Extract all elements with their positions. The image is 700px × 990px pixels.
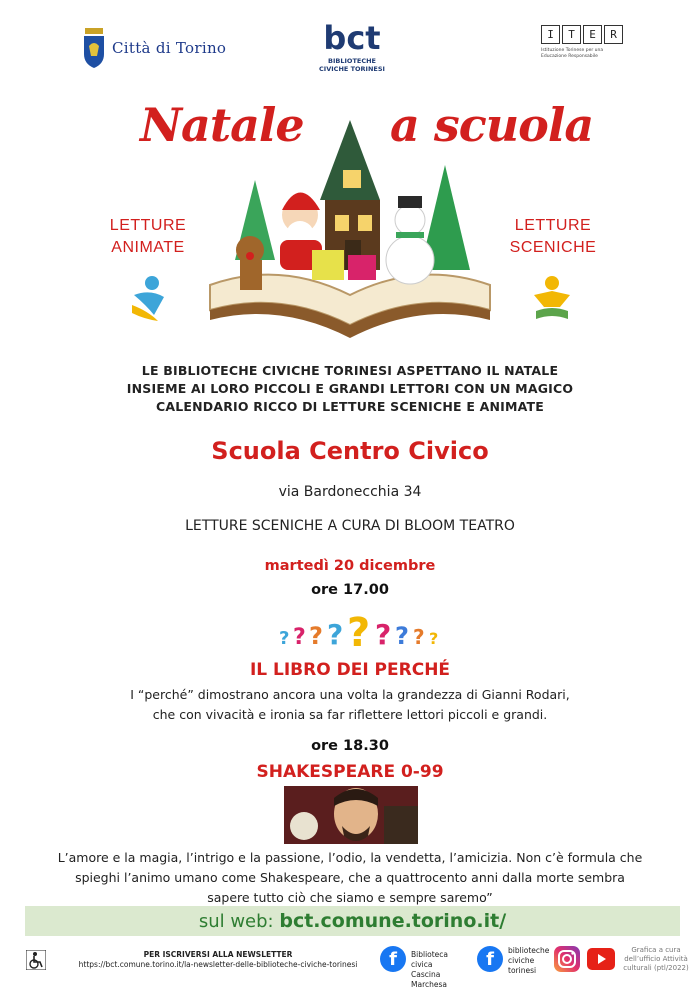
reader-sceniche-icon xyxy=(530,275,574,323)
iter-letter: R xyxy=(604,25,623,44)
christmas-book-illustration xyxy=(200,110,500,345)
facebook-icon[interactable]: f xyxy=(477,946,503,972)
svg-text:?: ? xyxy=(293,625,306,650)
svg-text:?: ? xyxy=(429,629,439,648)
label-letture-sceniche xyxy=(498,215,608,259)
citta-di-torino-logo xyxy=(82,28,226,68)
newsletter-block xyxy=(58,950,378,970)
label-letture-animate xyxy=(98,215,198,259)
title-natale: Natale xyxy=(140,98,304,152)
torino-logo-text: Città di Torino xyxy=(112,39,227,57)
fb2-line-3: torinesi xyxy=(508,966,537,975)
intro-line-2: INSIEME AI LORO PICCOLI E GRANDI LETTORI CON UN MAGICO xyxy=(126,381,574,396)
iter-sub: Istituzione Torinese per una Educazione Responsabile xyxy=(541,48,604,59)
svg-text:?: ? xyxy=(375,618,392,651)
event1-description xyxy=(0,685,700,725)
event2-desc-line-3: sapere tutto ciò che siamo e sempre saremo” xyxy=(207,890,493,905)
iter-letter: E xyxy=(583,25,602,44)
fb-bct-label xyxy=(508,946,556,976)
fb2-line-1: biblioteche xyxy=(508,946,550,955)
event2-desc-line-2: spieghi l’animo umano come Shakespeare, che a quattrocento anni dalla morte sembra xyxy=(75,870,625,885)
fb2-line-2: civiche xyxy=(508,956,535,965)
event2-time: ore 18.30 xyxy=(311,738,389,754)
label-letture-sceniche-line1: LETTURE xyxy=(514,217,592,234)
web-bar xyxy=(25,906,680,936)
venue-address: via Bardonecchia 34 xyxy=(278,484,422,500)
venue-name: Scuola Centro Civico xyxy=(211,437,489,465)
label-letture-animate-line2: ANIMATE xyxy=(111,239,185,256)
web-prefix: sul web: xyxy=(198,911,274,932)
intro-line-3: CALENDARIO RICCO DI LETTURE SCENICHE E ANIMATE xyxy=(155,399,545,414)
svg-text:?: ? xyxy=(327,618,344,651)
svg-text:?: ? xyxy=(395,622,409,650)
event2-title: SHAKESPEARE 0-99 xyxy=(256,762,444,782)
fb1-line-1: Biblioteca civica xyxy=(411,950,449,969)
fb1-line-2: Cascina Marchesa xyxy=(411,970,447,989)
label-letture-animate-line1: LETTURE xyxy=(109,217,187,234)
bct-logo-mark: bct xyxy=(323,19,381,57)
iter-logo xyxy=(541,25,625,60)
event1-desc-line-1: I “perché” dimostrano ancora una volta la grandezza di Gianni Rodari, xyxy=(130,687,570,702)
facebook-icon[interactable]: f xyxy=(380,946,406,972)
credit-line-3: culturali (ptl/2022) xyxy=(623,964,689,972)
title-a-scuola: a scuola xyxy=(390,98,594,152)
fb-cascina-marchesa-label xyxy=(411,950,471,990)
event1-time: ore 17.00 xyxy=(311,582,389,598)
intro-text xyxy=(0,362,700,416)
svg-text:?: ? xyxy=(413,625,425,649)
event1-title: IL LIBRO DEI PERCHÉ xyxy=(249,660,451,680)
youtube-icon[interactable] xyxy=(587,946,615,972)
bct-logo-sub-1: BIBLIOTECHE xyxy=(328,57,376,65)
svg-text:?: ? xyxy=(279,628,290,649)
event1-date: martedì 20 dicembre xyxy=(264,558,436,574)
svg-text:?: ? xyxy=(347,610,371,652)
event2-desc-line-1: L’amore e la magia, l’intrigo e la passione, l’odio, la vendetta, l’amicizia. Non c’è formula che xyxy=(57,850,643,865)
intro-line-1: LE BIBLIOTECHE CIVICHE TORINESI ASPETTANO IL NATALE xyxy=(141,363,559,378)
bct-logo xyxy=(312,19,392,73)
venue-organizer: LETTURE SCENICHE A CURA DI BLOOM TEATRO xyxy=(185,518,515,534)
question-marks-icon xyxy=(275,606,445,652)
credit-line-1: Grafica a cura xyxy=(631,946,681,954)
svg-text:?: ? xyxy=(309,622,323,650)
credit-text xyxy=(618,946,694,973)
newsletter-link[interactable]: https://bct.comune.torino.it/la-newsletter-delle-biblioteche-civiche-torinesi xyxy=(78,960,358,969)
newsletter-label: PER ISCRIVERSI ALLA NEWSLETTER xyxy=(143,950,293,959)
credit-line-2: dell’ufficio Attività xyxy=(624,955,688,963)
iter-letter: T xyxy=(562,25,581,44)
web-url-link[interactable]: bct.comune.torino.it/ xyxy=(279,910,507,932)
shakespeare-illustration xyxy=(284,786,418,844)
accessibility-icon xyxy=(26,950,46,970)
event1-desc-line-2: che con vivacità e ironia sa far riflettere lettori piccoli e grandi. xyxy=(152,707,548,722)
iter-letter: I xyxy=(541,25,560,44)
bct-logo-sub-2: CIVICHE TORINESI xyxy=(319,65,385,73)
event2-description xyxy=(0,848,700,908)
torino-shield-icon xyxy=(82,28,106,68)
label-letture-sceniche-line2: SCENICHE xyxy=(509,239,597,256)
reader-animate-icon xyxy=(128,275,170,323)
instagram-icon[interactable] xyxy=(554,946,580,972)
